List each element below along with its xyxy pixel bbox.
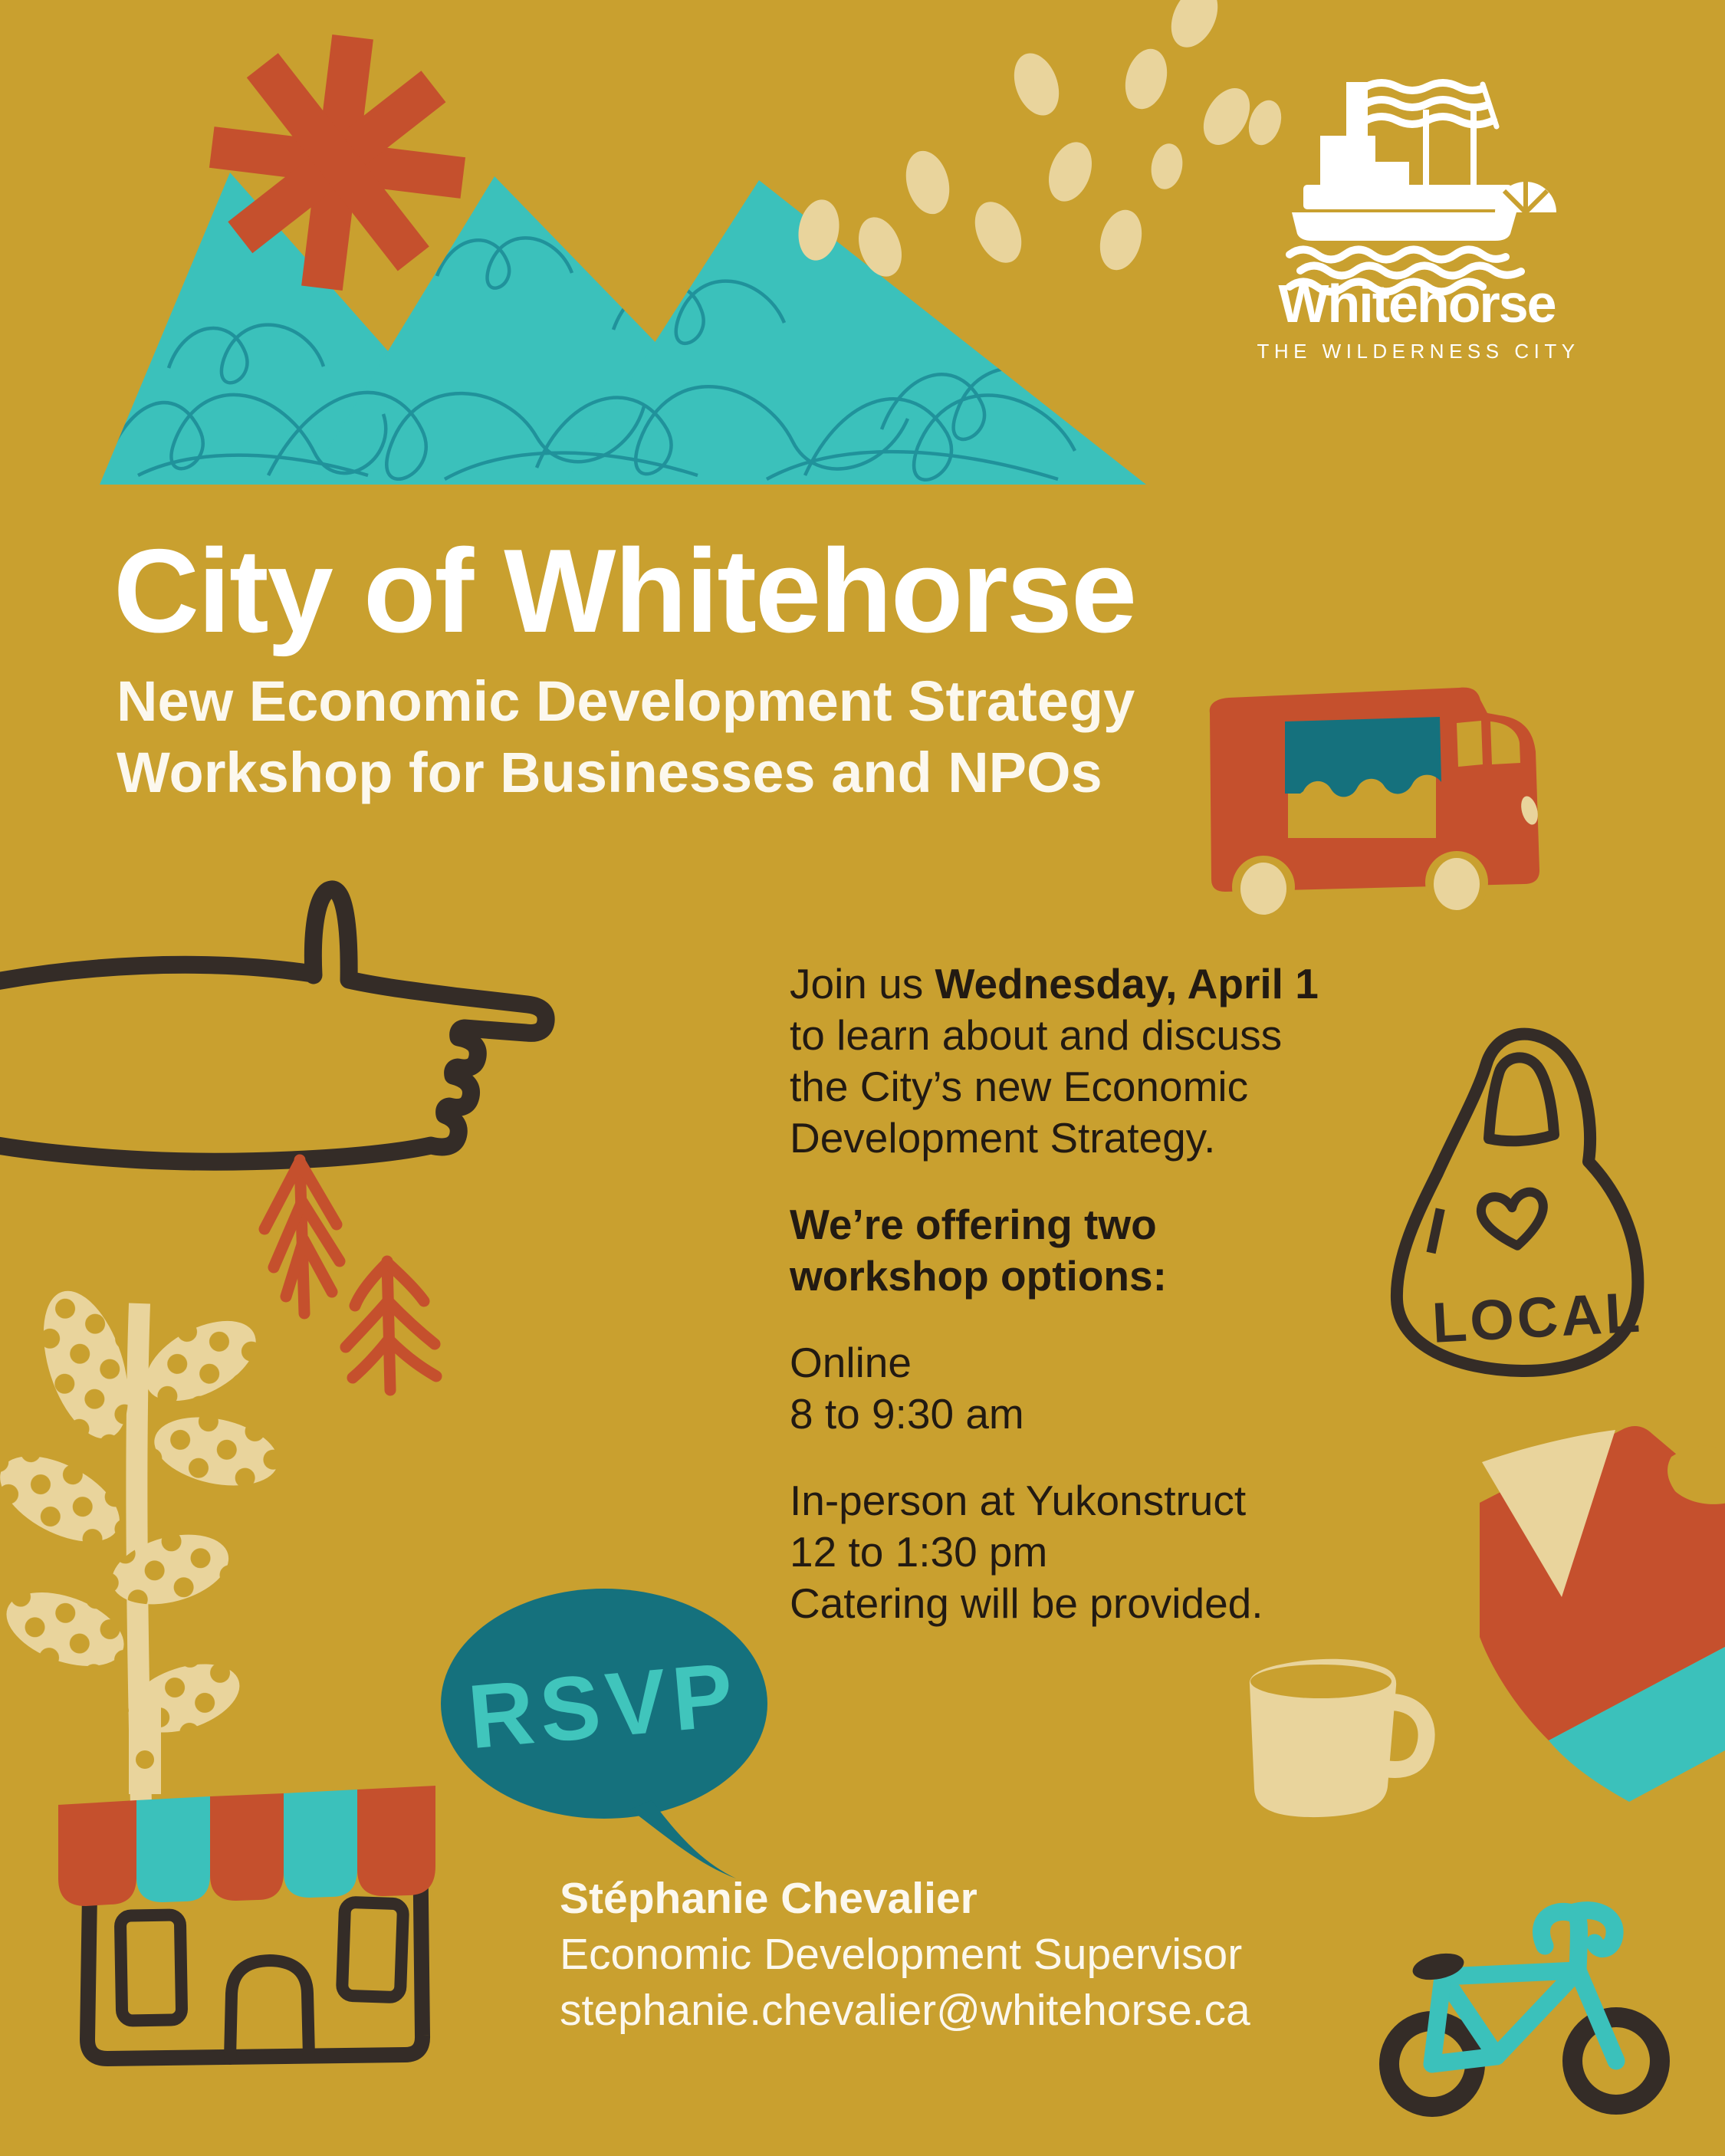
heart-outline-icon [1480,1190,1549,1250]
online-time: 8 to 9:30 am [790,1390,1024,1438]
event-details [790,958,1395,1665]
contact-email: stephanie.chevalier@whitehorse.ca [560,1986,1250,2035]
contact-name: Stéphanie Chevalier [560,1874,978,1923]
mug-icon [1223,1637,1445,1832]
intro-line-4: Development Strategy. [790,1114,1216,1162]
asterisk-star-icon [207,31,475,299]
online-option [790,1337,1395,1440]
intro-paragraph [790,958,1395,1164]
inperson-time: 12 to 1:30 pm [790,1528,1048,1576]
paddlewheel-steamboat-icon [1292,82,1556,241]
bicycle-icon [1372,1878,1725,2139]
storefront-window-right [342,1902,403,1998]
food-truck-icon [1187,679,1551,939]
storefront-window-left [120,1914,182,2020]
intro-line-2: to learn about and discuss [790,1011,1283,1059]
subtitle-line-2: Workshop for Businesses and NPOs [117,741,1102,804]
storefront-icon [31,1671,483,2085]
speech-bubble-tail [630,1800,736,1878]
whitehorse-logo [1250,65,1679,363]
inperson-option [790,1475,1395,1629]
contact-role: Economic Development Supervisor [560,1930,1243,1979]
i-love-local-bag-icon [1365,997,1725,1395]
catering-note: Catering will be provided. [790,1579,1263,1627]
logo-tagline: THE WILDERNESS CITY [1257,340,1580,363]
intro-prefix: Join us [790,960,935,1007]
truck-cab-window-rear [1457,721,1483,767]
page-subtitle [117,666,1135,808]
inperson-label: In-person at Yukonstruct [790,1477,1247,1524]
logo-wordmark: Whitehorse [1278,274,1556,334]
online-label: Online [790,1339,912,1386]
event-date: Wednesday, April 1 [935,960,1319,1007]
offering-line-1: We’re offering two [790,1201,1157,1248]
rsvp-speech-bubble [429,1572,797,1894]
bag-text-local: LOCAL [1430,1280,1644,1355]
rsvp-text: RSVP [464,1643,744,1769]
offering-line-2: workshop options: [790,1252,1167,1300]
storefront-door [230,1960,309,2059]
offering-paragraph [790,1199,1395,1302]
contact-block [560,1871,1250,2039]
intro-line-3: the City’s new Economic [790,1063,1249,1110]
page-title: City of Whitehorse [113,524,1136,657]
storefront-awning [58,1786,435,1906]
subtitle-line-1: New Economic Development Strategy [117,669,1135,733]
bag-text-i: I [1419,1194,1452,1270]
